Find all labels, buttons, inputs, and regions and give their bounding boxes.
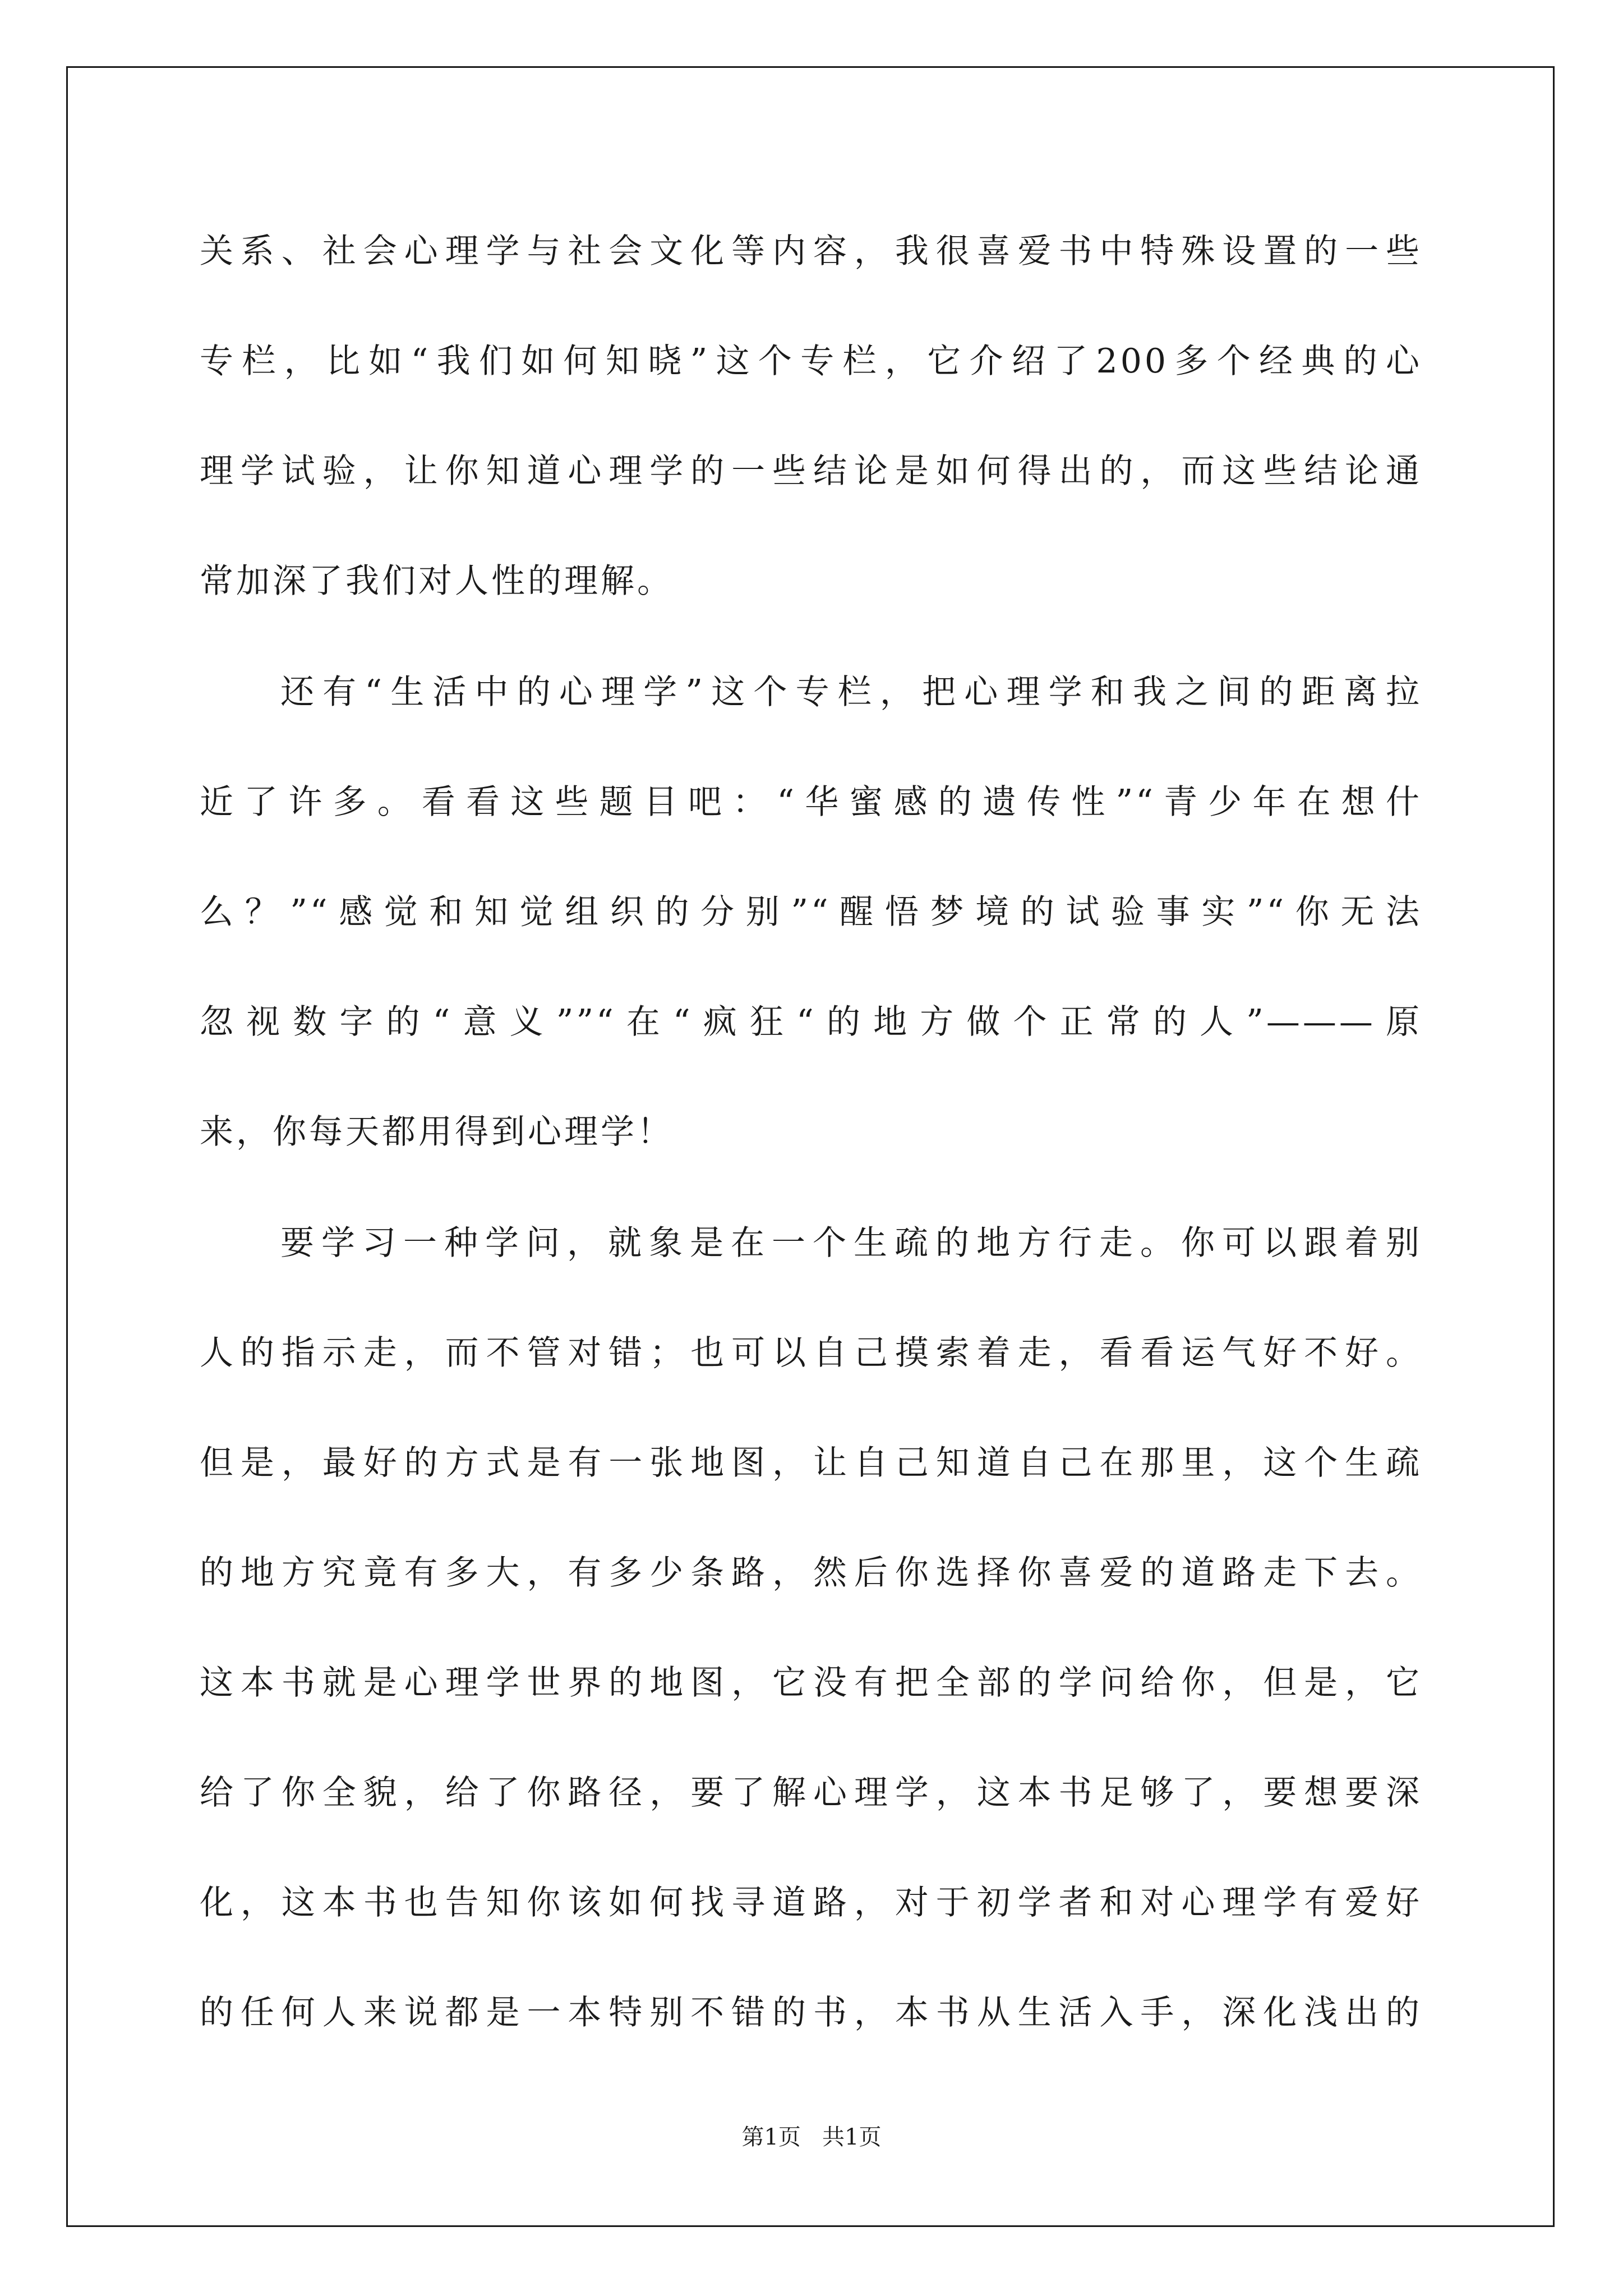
- body-line: 给了你全貌，给了你路径，要了解心理学，这本书足够了，要想要深: [200, 1773, 1422, 1812]
- body-line: 近了许多。看看这些题目吧：“华蜜感的遗传性”“青少年在想什: [200, 783, 1422, 822]
- body-line: 忽视数字的“意义””“在“疯狂“的地方做个正常的人”———原: [200, 1002, 1422, 1042]
- body-line: 化，这本书也告知你该如何找寻道路，对于初学者和对心理学有爱好: [200, 1883, 1422, 1922]
- page-footer: 第1页 共1页: [741, 2124, 882, 2150]
- body-line: 人的指示走，而不管对错；也可以自己摸索着走，看看运气好不好。: [200, 1333, 1422, 1373]
- body-line: 要学习一种学问，就象是在一个生疏的地方行走。你可以跟着别: [280, 1223, 1422, 1263]
- body-line: 常加深了我们对人性的理解。: [200, 562, 674, 601]
- body-line: 这本书就是心理学世界的地图，它没有把全部的学问给你，但是，它: [200, 1663, 1422, 1703]
- body-line: 关系、社会心理学与社会文化等内容，我很喜爱书中特殊设置的一些: [200, 232, 1422, 271]
- body-line: 还有“生活中的心理学”这个专栏，把心理学和我之间的距离拉: [280, 673, 1422, 712]
- body-line: 来，你每天都用得到心理学！: [200, 1112, 674, 1152]
- body-line: 专栏，比如“我们如何知晓”这个专栏，它介绍了200多个经典的心: [200, 342, 1422, 381]
- body-line: 的任何人来说都是一本特别不错的书，本书从生活入手，深化浅出的: [200, 1993, 1422, 2032]
- body-line: 么？”“感觉和知觉组织的分别”“醒悟梦境的试验事实”“你无法: [200, 892, 1422, 932]
- body-line: 但是，最好的方式是有一张地图，让自己知道自己在那里，这个生疏: [200, 1443, 1422, 1483]
- body-line: 理学试验，让你知道心理学的一些结论是如何得出的，而这些结论通: [200, 452, 1422, 491]
- body-line: 的地方究竟有多大，有多少条路，然后你选择你喜爱的道路走下去。: [200, 1553, 1422, 1593]
